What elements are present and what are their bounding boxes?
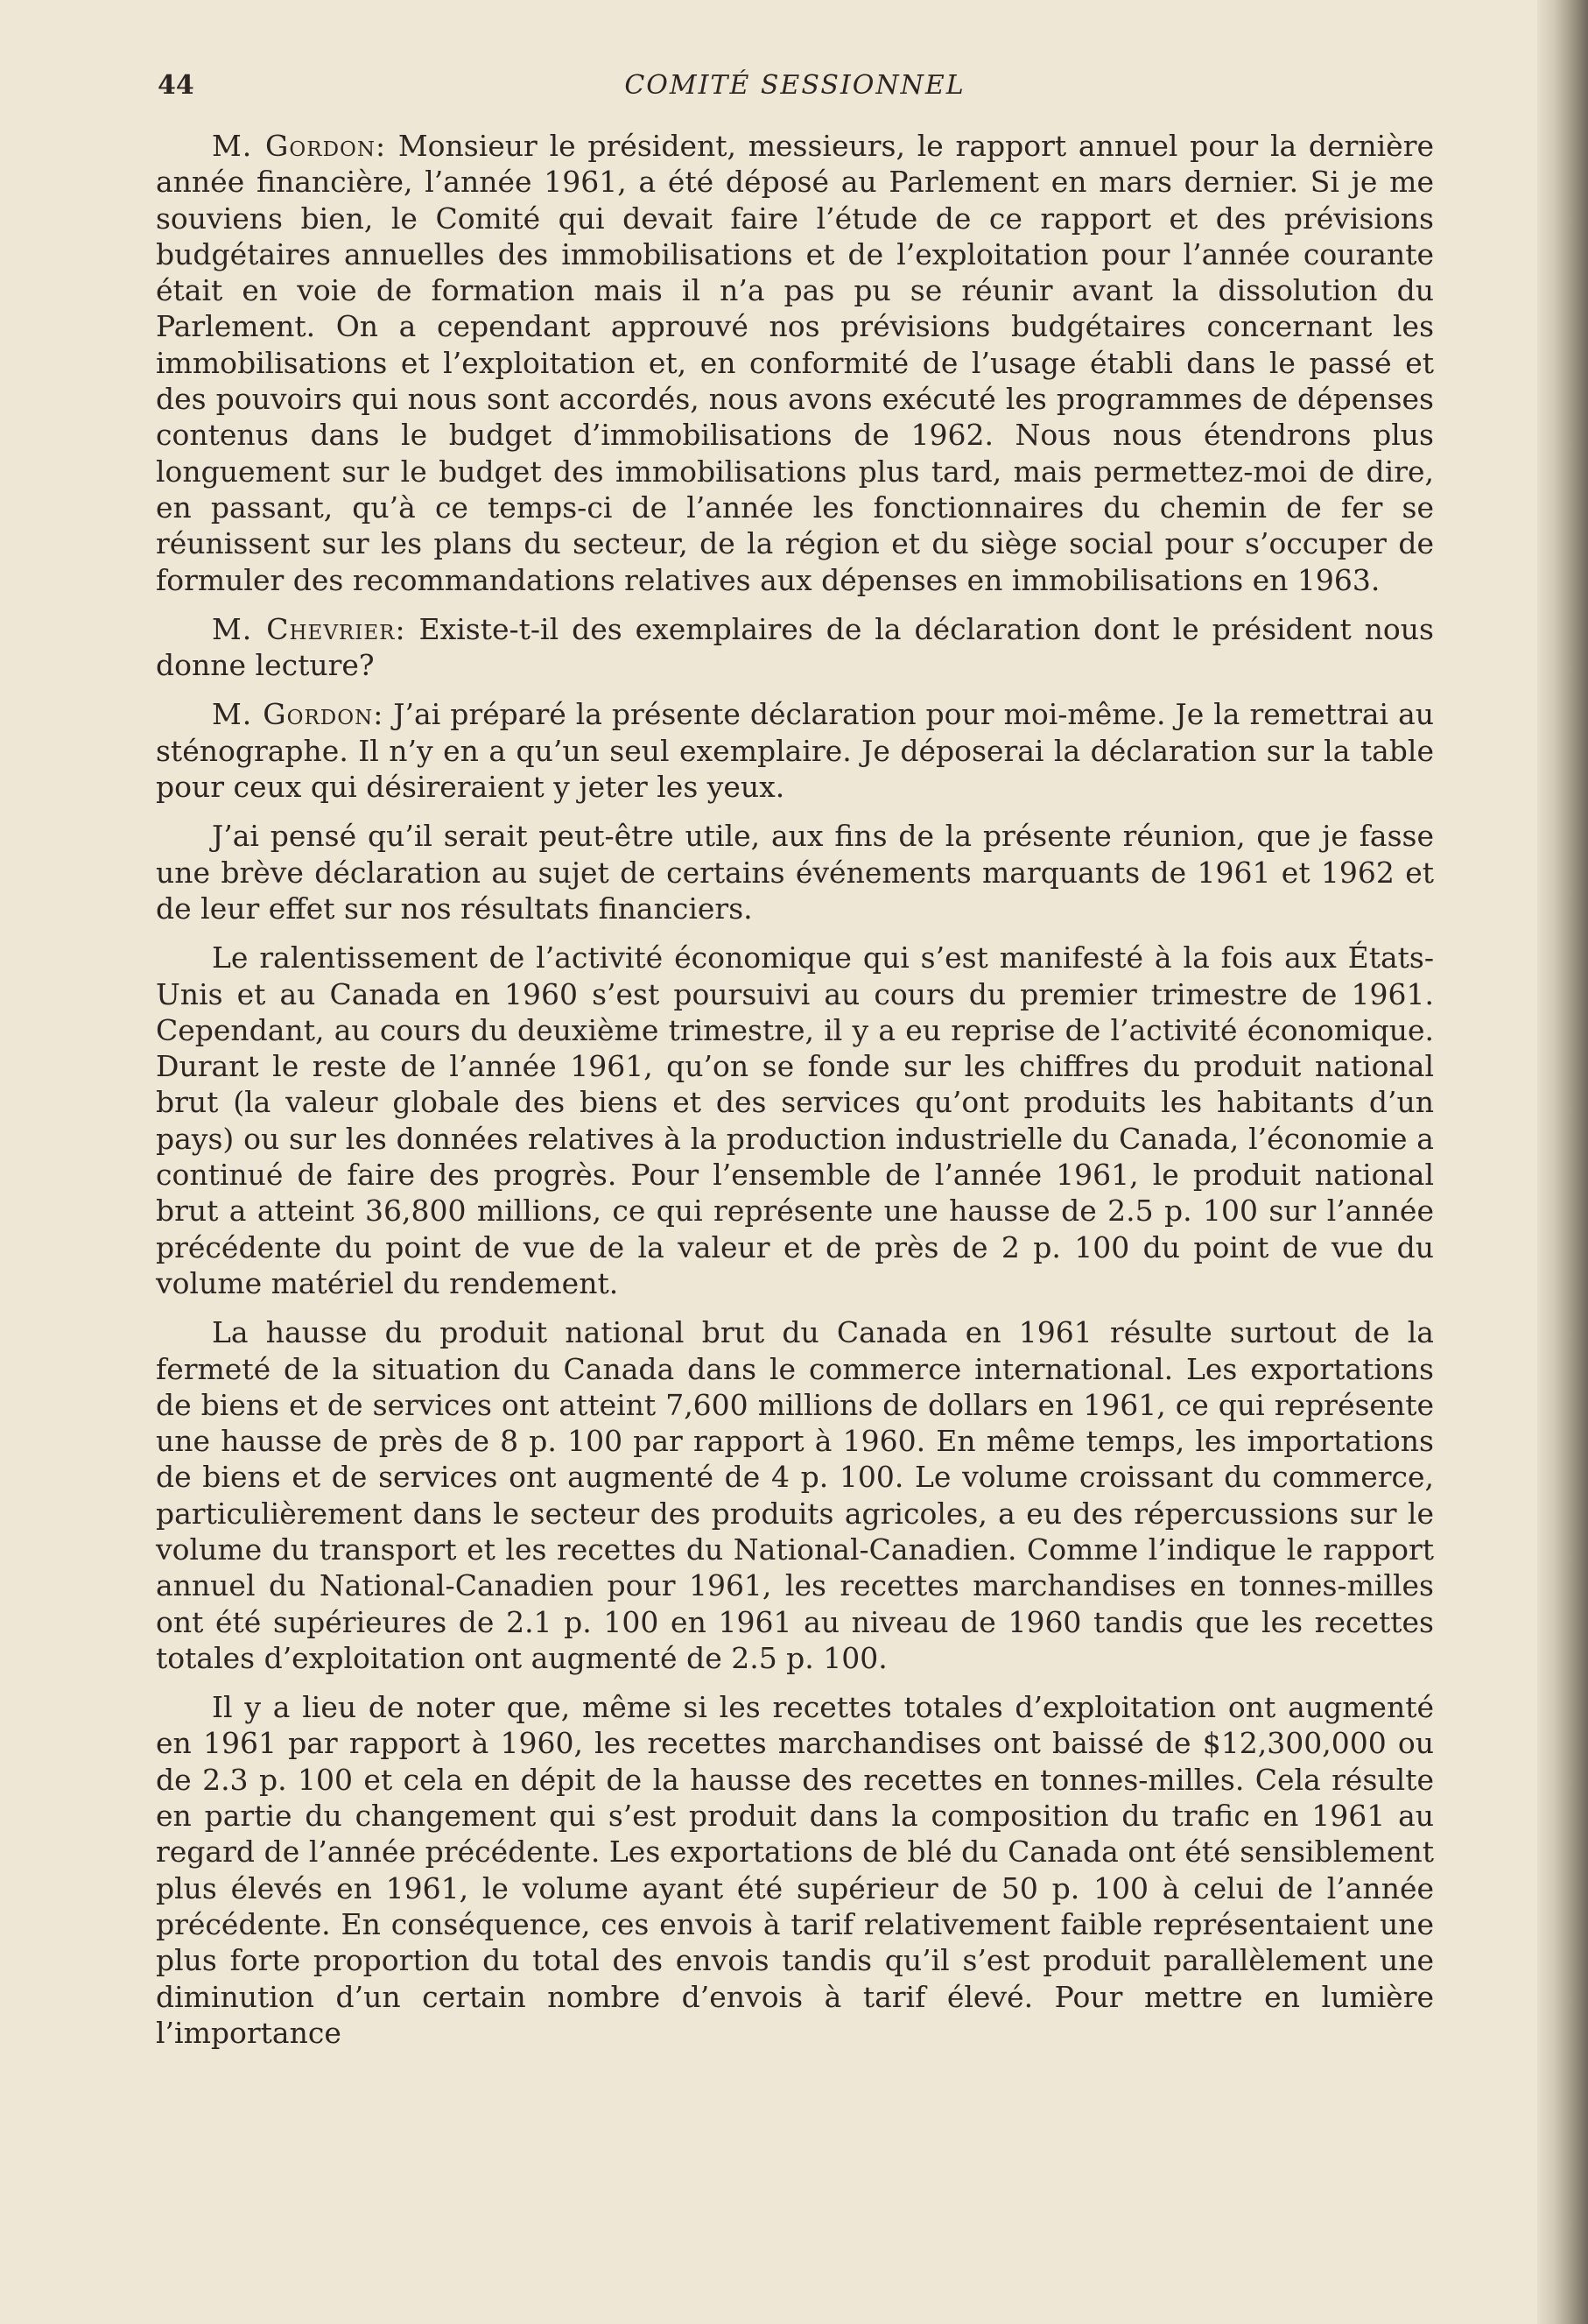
paragraph <box>156 1314 1434 1676</box>
speaker-name: M. Chevrier: <box>212 611 406 646</box>
paragraph <box>156 940 1434 1301</box>
paragraph-text: J’ai préparé la présente déclaration pour moi-même. Je la remettrai au sténographe. Il n’y en a qu’un seul exemplaire. Je déposerai la déclaration sur la table pour ceux qui désireraient y jeter les yeux. <box>156 697 1434 805</box>
running-head: COMITÉ SESSIONNEL <box>624 70 966 101</box>
document-page <box>156 63 1434 2305</box>
speaker-name: M. Gordon: <box>212 129 387 163</box>
paragraph-text: Existe-t-il des exemplaires de la déclaration dont le président nous donne lecture? <box>156 611 1434 683</box>
paragraph <box>156 818 1434 926</box>
page-header <box>156 63 1434 109</box>
paragraph-text: Monsieur le président, messieurs, le rapport annuel pour la dernière année financière, l’année 1961, a été déposé au Parlement en mars dernier. Si je me souviens bien, le Comité qui devait faire l’étude de ce rapport et des prévisions budgétaires annuelles des immobilisations et de l’exploitation pour l’année courante était en voie de formation mais il n’a pas pu se réunir avant la dissolution du Parlement. On a cependant approuvé nos prévisions budgétaires concernant les immobilisations et l’exploitation et, en conformité de l’usage établi dans le passé et des pouvoirs qui nous sont accordés, nous avons exécuté les programmes de dépenses contenus dans le budget d’immobilisations de 1962. Nous nous étendrons plus longuement sur le budget des immobilisations plus tard, mais permettez-moi de dire, en passant, qu’à ce temps-ci de l’année les fonctionnaires du chemin de fer se réunissent sur les plans du secteur, de la région et du siège social pour s’occuper de formuler des recommandations relatives aux dépenses en immobilisations en 1963. <box>156 129 1435 597</box>
book-binding-edge <box>1537 0 1588 2324</box>
paragraph-text: Il y a lieu de noter que, même si les recettes totales d’exploitation ont augmenté en 1961 par rapport à 1960, les recettes marchandises ont baissé de $12,300,000 ou de 2.3 p. 100 et cela en dépit de la hausse des recettes en tonnes-milles. Cela résulte en partie du changement qui s’est produit dans la composition du trafic en 1961 au regard de l’année précédente. Les exportations de blé du Canada ont été sensiblement plus élevés en 1961, le volume ayant été supérieur de 50 p. 100 à celui de l’année précédente. En conséquence, ces envois à tarif relativement faible représentaient une plus forte proportion du total des envois tandis qu’il s’est produit parallèlement une diminution d’un certain nombre d’envois à tarif élevé. Pour mettre en lumière l’importance <box>156 1690 1434 2050</box>
paragraph <box>156 611 1434 684</box>
paragraph <box>156 1689 1434 2051</box>
paragraph <box>156 128 1434 598</box>
paragraph-text: La hausse du produit national brut du Canada en 1961 résulte surtout de la fermeté de la situation du Canada dans le commerce international. Les exportations de biens et de services ont atteint 7,600 millions de dollars en 1961, ce qui représente une hausse de près de 8 p. 100 par rapport à 1960. En même temps, les importations de biens et de services ont augmenté de 4 p. 100. Le volume croissant du commerce, particulièrement dans le secteur des produits agricoles, a eu des répercussions sur le volume du transport et les recettes du National-Canadien. Comme l’indique le rapport annuel du National-Canadien pour 1961, les recettes marchandises en tonnes-milles ont été supérieures de 2.1 p. 100 en 1961 au niveau de 1960 tandis que les recettes totales d’exploitation ont augmenté de 2.5 p. 100. <box>156 1315 1434 1675</box>
body-text <box>156 128 1434 2051</box>
speaker-name: M. Gordon: <box>212 697 384 732</box>
paragraph-text: J’ai pensé qu’il serait peut-être utile, aux fins de la présente réunion, que je fasse une brève déclaration au sujet de certains événements marquants de 1961 et 1962 et de leur effet sur nos résultats financiers. <box>156 819 1434 926</box>
page-number: 44 <box>158 70 194 101</box>
paragraph <box>156 696 1434 805</box>
paragraph-text: Le ralentissement de l’activité économique qui s’est manifesté à la fois aux États-Unis et au Canada en 1960 s’est poursuivi au cours du premier trimestre de 1961. Cependant, au cours du deuxième trimestre, il y a eu reprise de l’activité économique. Durant le reste de l’année 1961, qu’on se fonde sur les chiffres du produit national brut (la valeur globale des biens et des services qu’ont produits les habitants d’un pays) ou sur les données relatives à la production industrielle du Canada, l’économie a continué de faire des progrès. Pour l’ensemble de l’année 1961, le produit national brut a atteint 36,800 millions, ce qui représente une hausse de 2.5 p. 100 sur l’année précédente du point de vue de la valeur et de près de 2 p. 100 du point de vue du volume matériel du rendement. <box>156 940 1434 1300</box>
